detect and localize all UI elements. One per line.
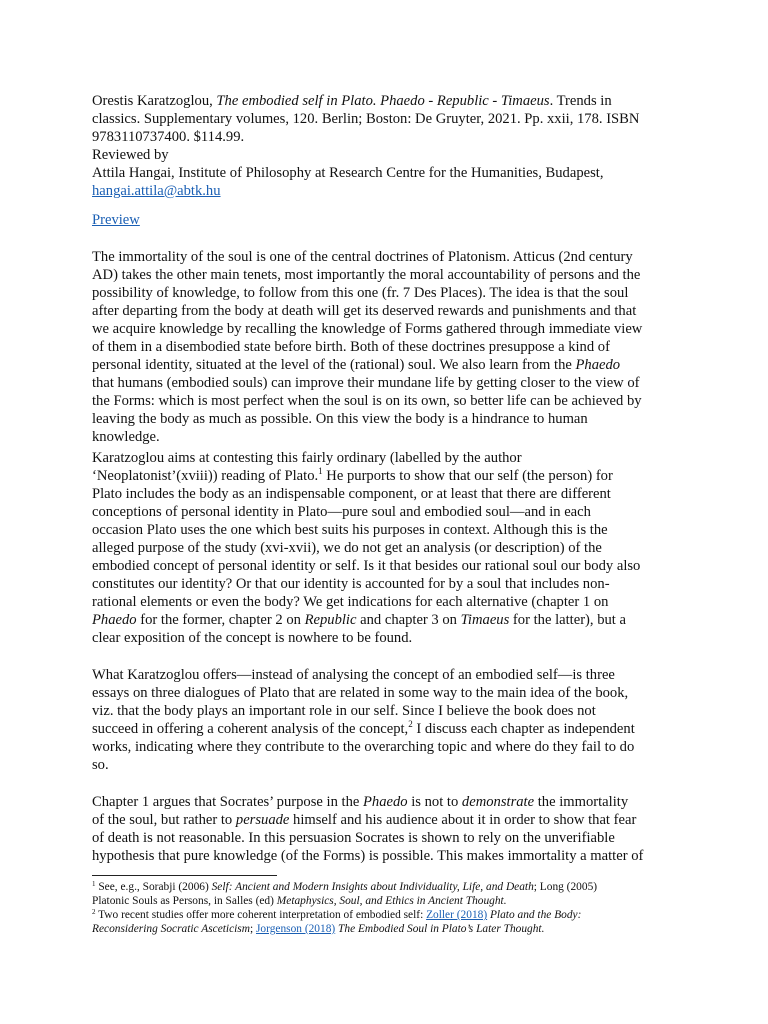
zoller-2018-link[interactable]: Zoller (2018): [426, 909, 488, 921]
citation-block: [92, 92, 678, 200]
paragraph-4: Chapter 1 argues that Socrates’ purpose in the Phaedo is not to demonstrate the immortality of the soul, but rather to persuade himself and his audience about it in order to show that fear of death is not reasonable. In this persuasion Socrates is shown to rely on the unverifiable hypothesis that pure knowledge (of the Forms) is possible. This makes immortality a matter of: [92, 794, 644, 864]
citation-line-3: 9783110737400. $114.99.: [92, 129, 245, 145]
footnote-1: $^1$ See, e.g., Sorabji (2006) Self: Ancient and Modern Insights about Individuality, Life, and Death; Long (2005) Platonic Souls as Persons, in Salles (ed) Metaphysics, Soul, and Ethics in Ancient Thought.: [92, 880, 598, 907]
footnote-ref-1[interactable]: 1: [318, 466, 323, 476]
reviewer-affiliation: Attila Hangai, Institute of Philosophy at Research Centre for the Humanities, Budapest,: [92, 165, 604, 181]
footnote-ref-2[interactable]: 2: [408, 719, 413, 729]
jorgenson-2018-link[interactable]: Jorgenson (2018): [255, 923, 336, 935]
paragraph-1: The immortality of the soul is one of the central doctrines of Platonism. Atticus (2nd century AD) takes the other main tenets, most importantly the moral accountability of persons and the possibility of knowledge, to follow from this one (fr. 7 Des Places). The idea is that the soul after departing from the body at death will get its deserved rewards and punishments and that we acquire knowledge by recalling the knowledge of Forms gathered through immediate view of them in a disembodied state before birth. Both of these doctrines presuppose a kind of personal identity, situated at the level of the (rational) soul. We also learn from the Phaedo that humans (embodied souls) can improve their mundane life by getting closer to the view of the Forms: which is most perfect when the soul is on its own, so better life can be achieved by leaving the body as much as possible. On this view the body is a hindrance to human knowledge.: [92, 249, 643, 445]
preview-block: [92, 211, 678, 229]
reviewer-email-link[interactable]: hangai.attila@abtk.hu: [92, 183, 221, 199]
citation-line-1: Orestis Karatzoglou, The embodied self in Plato. Phaedo - Republic - Timaeus. Trends in: [92, 93, 612, 109]
footnote-divider: [92, 875, 277, 876]
preview-link[interactable]: Preview: [92, 212, 140, 228]
footnote-2: $^2$ Two recent studies offer more coherent interpretation of embodied self: Zoller (2018) Plato and the Body: Reconsidering Socratic Asceticism; Jorgenson (2018) The Embodied Soul in Plato’s Later Thought.: [92, 908, 582, 935]
citation-line-2: classics. Supplementary volumes, 120. Berlin; Boston: De Gruyter, 2021. Pp. xxii, 178. ISBN: [92, 111, 640, 127]
paragraph-3: What Karatzoglou offers—instead of analysing the concept of an embodied self—is three essays on three dialogues of Plato that are related in some way to the main idea of the book, viz. that the body plays an important role in our self. Since I believe the book does not succeed in offering a coherent analysis of the concept,$^2$ I discuss each chapter as independent works, indicating where they contribute to the overarching topic and where do they fail to do so.: [92, 667, 635, 773]
paragraph-2: Karatzoglou aims at contesting this fairly ordinary (labelled by the author ‘Neoplatonist’(xviii)) reading of Plato.$^1$ He purports to show that our self (the person) for Plato includes the body as an indispensable component, or at least that there are different conceptions of personal identity in Plato—pure soul and embodied soul—and in each occasion Plato uses the one which best suits his purposes in context. Although this is the alleged purpose of the study (xvi-xvii), we do not get an analysis (or description) of the embodied concept of personal identity or self. Is it that besides our rational soul our body also constitutes our identity? Or that our identity is accounted for by a soul that includes non- rational elements or even the body? We get indications for each alternative (chapter 1 on Phaedo for the former, chapter 2 on Republic and chapter 3 on Timaeus for the latter), but a clear exposition of the concept is nowhere to be found.: [92, 450, 641, 646]
reviewed-by-label: Reviewed by: [92, 147, 169, 163]
book-title: The embodied self in Plato. Phaedo - Republic - Timaeus: [216, 93, 550, 109]
